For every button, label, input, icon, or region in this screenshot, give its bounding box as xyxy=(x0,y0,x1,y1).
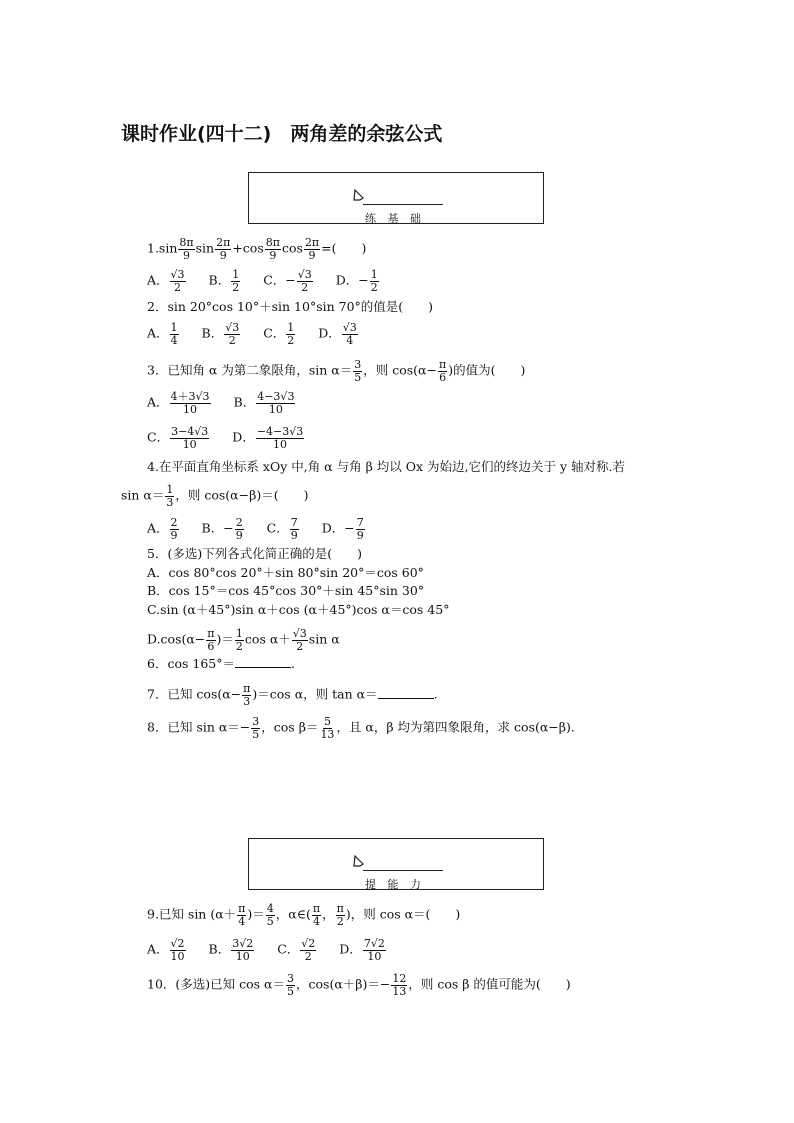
option-b: B． xyxy=(208,941,231,957)
answer-blank xyxy=(378,698,434,699)
section-label: 练 基 础 xyxy=(365,212,425,225)
question-1-options: A． $\frac{√3}{2}$ B． $\frac{1}{2}$ C．− $\frac{√3}{2}$ D．− $\frac{1}{2}$ xyxy=(147,268,378,294)
question-4-line-2: sin α＝ $\frac{1}{3}$ ，则 cos(α−β)＝( ) xyxy=(121,483,309,509)
option-a: A． xyxy=(147,325,169,341)
pencil-icon xyxy=(353,188,367,202)
option-d: D．− xyxy=(335,272,369,288)
page-title: 课时作业(四十二) 两角差的余弦公式 xyxy=(121,123,443,145)
question-9: 9.已知 sin (α＋ $\frac{\pi}{4}$ )＝ $\frac{4}{5}$ ，α∈( $\frac{\pi}{4}$ ， $\frac{\pi}{2}$ )，则 cos α＝( ) xyxy=(147,902,461,928)
question-8: 8．已知 sin α＝− $\frac{3}{5}$ ，cos β＝ $\frac{5}{13}$ ，且 α，β 均为第四象限角，求 cos(α−β). xyxy=(147,715,575,741)
section-label: 提 能 力 xyxy=(365,878,425,891)
option-a: A． xyxy=(147,520,169,536)
answer-blank xyxy=(235,667,291,668)
option-c: C． xyxy=(277,941,300,957)
option-c: C． xyxy=(266,520,289,536)
divider xyxy=(363,870,443,871)
question-1: 1.sin $\frac{8\pi}{9}$ sin $\frac{2\pi}{9}$ +cos $\frac{8\pi}{9}$ cos $\frac{2\pi}{9}$ =( ) xyxy=(147,236,367,262)
question-2-options: A． $\frac{1}{4}$ B． $\frac{√3}{2}$ C． $\frac{1}{2}$ D． $\frac{√3}{4}$ xyxy=(147,321,357,347)
question-3-options-ab: A． $\frac{4+3√3}{10}$ B． $\frac{4-3√3}{10}$ xyxy=(147,390,295,416)
option-d: D． xyxy=(339,941,362,957)
option-d: D． xyxy=(232,429,255,445)
question-7: 7．已知 cos(α− $\frac{\pi}{3}$ )＝cos α，则 tan α＝ . xyxy=(147,682,438,708)
option-a: A． xyxy=(147,272,169,288)
pencil-icon xyxy=(353,854,367,868)
option-a: A．cos 80°cos 20°＋sin 80°sin 20°＝cos 60° xyxy=(147,565,424,580)
option-b: B． xyxy=(208,272,231,288)
question-4-line-1: 4.在平面直角坐标系 xOy 中,角 α 与角 β 均以 Ox 为始边,它们的终边关于 y 轴对称.若 xyxy=(147,459,625,474)
question-10: 10．(多选)已知 cos α＝ $\frac{3}{5}$ ，cos(α＋β)＝− $\frac{12}{13}$ ，则 cos β 的值可能为( ) xyxy=(147,972,571,998)
option-a: A． xyxy=(147,394,169,410)
option-b: B．cos 15°＝cos 45°cos 30°＋sin 45°sin 30° xyxy=(147,583,425,598)
option-b: B． xyxy=(233,394,256,410)
question-4-options: A． $\frac{2}{9}$ B．− $\frac{2}{9}$ C． $\frac{7}{9}$ D．− $\frac{7}{9}$ xyxy=(147,516,364,542)
question-3: 3．已知角 α 为第二象限角，sin α＝ $\frac{3}{5}$ ，则 cos(α− $\frac{\pi}{6}$ )的值为( ) xyxy=(147,358,526,384)
question-5: 5．(多选)下列各式化简正确的是( ) xyxy=(147,546,362,561)
option-c: C.sin (α＋45°)sin α＋cos (α＋45°)cos α＝cos 45° xyxy=(147,602,450,617)
section-header-basic xyxy=(248,172,544,224)
option-a: A． xyxy=(147,941,169,957)
option-c: C． xyxy=(263,325,286,341)
question-9-options: A． $\frac{√2}{10}$ B． $\frac{3√2}{10}$ C． $\frac{√2}{2}$ D． $\frac{7√2}{10}$ xyxy=(147,937,385,963)
question-6: 6．cos 165°＝ . xyxy=(147,656,295,671)
option-b: B．− xyxy=(201,520,234,536)
option-d: D．− xyxy=(321,520,355,536)
question-3-options-cd: C． $\frac{3-4√3}{10}$ D． $\frac{-4-3√3}{10}$ xyxy=(147,425,304,451)
option-c: C． xyxy=(147,429,170,445)
question-2: 2．sin 20°cos 10°＋sin 10°sin 70°的值是( ) xyxy=(147,299,434,314)
divider xyxy=(363,204,443,205)
option-b: B． xyxy=(201,325,224,341)
section-header-advanced xyxy=(248,838,544,890)
option-d: D.cos(α− $\frac{\pi}{6}$ )＝ $\frac{1}{2}$ cos α＋ $\frac{√3}{2}$ sin α xyxy=(147,627,340,653)
option-c: C．− xyxy=(263,272,296,288)
option-d: D． xyxy=(318,325,341,341)
